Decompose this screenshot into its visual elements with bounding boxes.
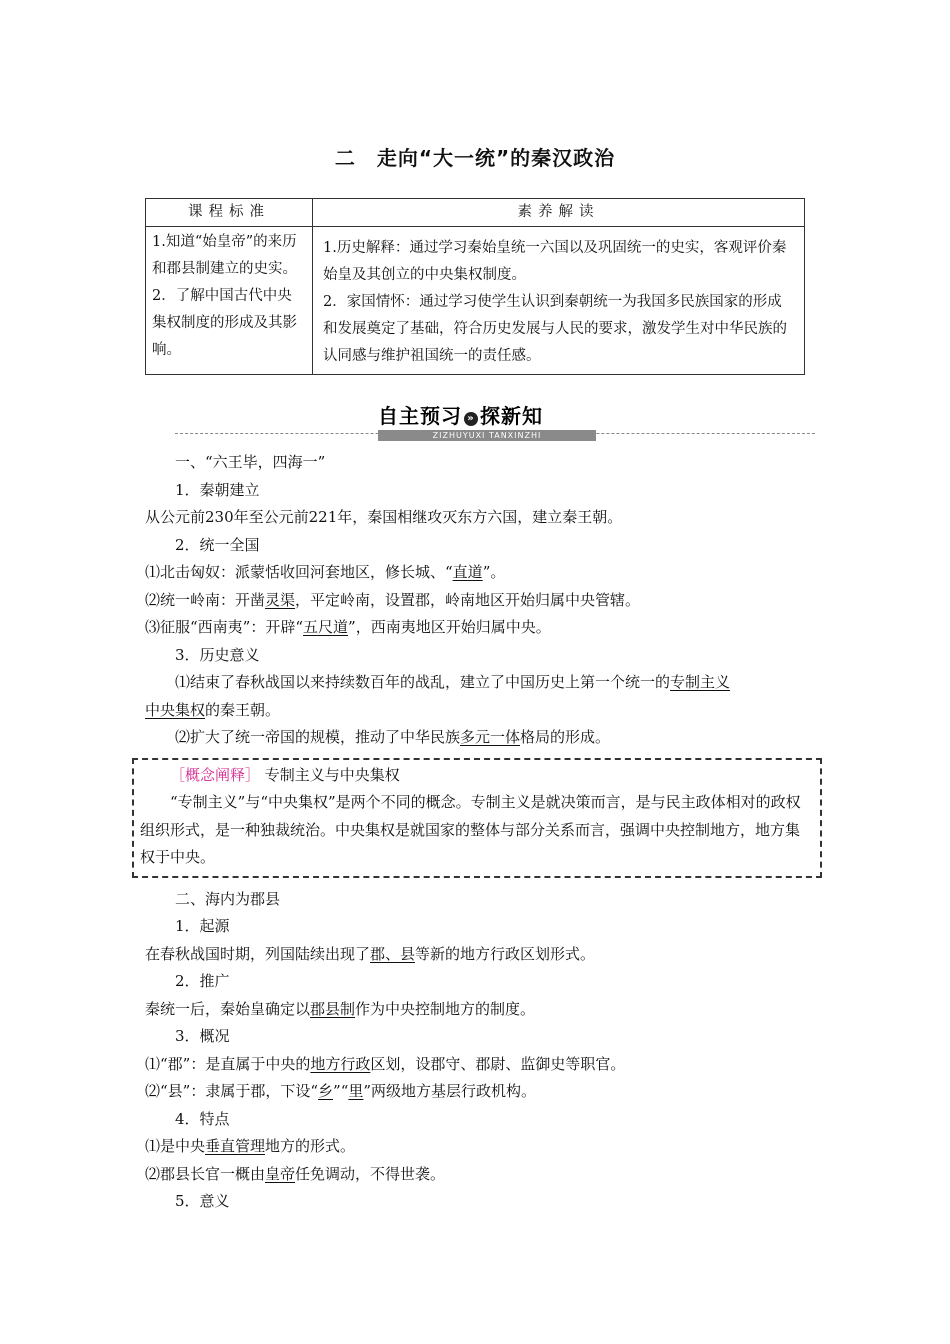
subsection-title: 4．特点 [175,1109,230,1128]
standards-cell [146,227,313,375]
paragraph: ⑶征服“西南夷”：开辟“五尺道”，西南夷地区开始归属中央。 [145,618,551,636]
subsection-title: 1．秦朝建立 [175,480,260,499]
blank-answer: 专制主义 [670,673,731,691]
banner-title [378,402,543,430]
section-heading: 二、海内为郡县 [175,889,281,908]
blank-answer: 五尺道 [303,618,349,636]
subsection-title: 2．推广 [175,972,230,990]
concept-title: 专制主义与中央集权 [264,765,400,784]
subsection-title: 5．意义 [175,1192,230,1210]
blank-answer: 皇帝 [265,1164,296,1183]
blank-answer: 郡县制 [310,999,356,1018]
literacy-item: 2．家国情怀：通过学习使学生认识到秦朝统一为我国多民族国家的形成和发展奠定了基础，符合历史发展与人民的要求，激发学生对中华民族的认同感与维护祖国统一的责任感。 [323,294,787,364]
paragraph: ⑴结束了春秋战国以来持续数百年的战乱，建立了中国历史上第一个统一的专制主义 [175,673,731,691]
header-literacy-interpretation: 素养解读 [313,199,805,227]
subsection-title: 1．起源 [175,917,230,935]
page-title: 二 走向“大一统”的秦汉政治 [334,146,616,170]
paragraph: ⑵扩大了统一帝国的规模，推动了中华民族多元一体格局的形成。 [175,728,611,746]
blank-answer: 垂直管理 [205,1137,266,1155]
subsection-title: 2．统一全国 [175,535,260,554]
paragraph: ⑵“县”：隶属于郡，下设“乡”“里”两级地方基层行政机构。 [145,1082,537,1100]
arrow-icon: » [464,412,478,426]
blank-answer: 多元一体 [460,728,521,746]
concept-tag: ［概念阐释］ [170,765,261,784]
literacy-item: 1.历史解释：通过学习秦始皇统一六国以及巩固统一的史实，客观评价秦始皇及其创立的中央集权制度。 [323,240,787,283]
concept-text: “专制主义”与“中央集权”是两个不同的概念。专制主义是就决策而言，是与民主政体相对的政权组织形式，是一种独裁统治。中央集权是就国家的整体与部分关系而言，强调中央控制地方，地方集权于中央。 [140,793,801,866]
paragraph: 在春秋战国时期，列国陆续出现了郡、县等新的地方行政区划形式。 [145,944,596,963]
standard-item: 2．了解中国古代中央集权制度的形成及其影响。 [152,288,297,358]
paragraph: 从公元前230年至公元前221年，秦国相继攻灭东方六国，建立秦王朝。 [145,508,623,526]
subsection-title: 3．历史意义 [175,645,260,664]
header-curriculum-standard: 课程标准 [146,199,313,227]
concept-box [132,758,822,878]
blank-answer: 里 [348,1082,364,1100]
main-content [140,449,825,1216]
section-banner [0,402,950,442]
paragraph: ⑴是中央垂直管理地方的形式。 [145,1137,356,1155]
blank-answer: 郡、县 [370,944,416,963]
blank-answer: 乡 [318,1082,334,1100]
paragraph: ⑵郡县长官一概由皇帝任免调动，不得世袭。 [145,1164,446,1183]
paragraph: 中央集权的秦王朝。 [145,700,281,719]
standard-item: 1.知道“始皇帝”的来历和郡县制建立的史实。 [152,234,297,277]
literacy-cell [313,227,805,375]
section-heading: 一、“六王毕，四海一” [175,453,326,471]
blank-answer: 中央集权 [145,700,206,719]
subsection-title: 3．概况 [175,1027,230,1045]
concept-heading [140,762,812,790]
paragraph: ⑵统一岭南：开凿灵渠，平定岭南，设置郡，岭南地区开始归属中央管辖。 [145,590,641,609]
banner-right-text: 探新知 [480,404,543,428]
paragraph: 秦统一后，秦始皇确定以郡县制作为中央控制地方的制度。 [145,999,536,1018]
banner-pinyin: ZIZHUYUXI TANXINZHI [378,430,596,441]
paragraph: ⑴北击匈奴：派蒙恬收回河套地区，修长城、“直道”。 [145,563,506,581]
curriculum-standards-table [145,198,805,375]
blank-answer: 地方行政 [310,1054,371,1073]
paragraph: ⑴“郡”：是直属于中央的地方行政区划，设郡守、郡尉、监御史等职官。 [145,1054,626,1073]
blank-answer: 灵渠 [265,590,296,609]
blank-answer: 直道 [452,563,483,581]
banner-left-text: 自主预习 [378,404,462,428]
